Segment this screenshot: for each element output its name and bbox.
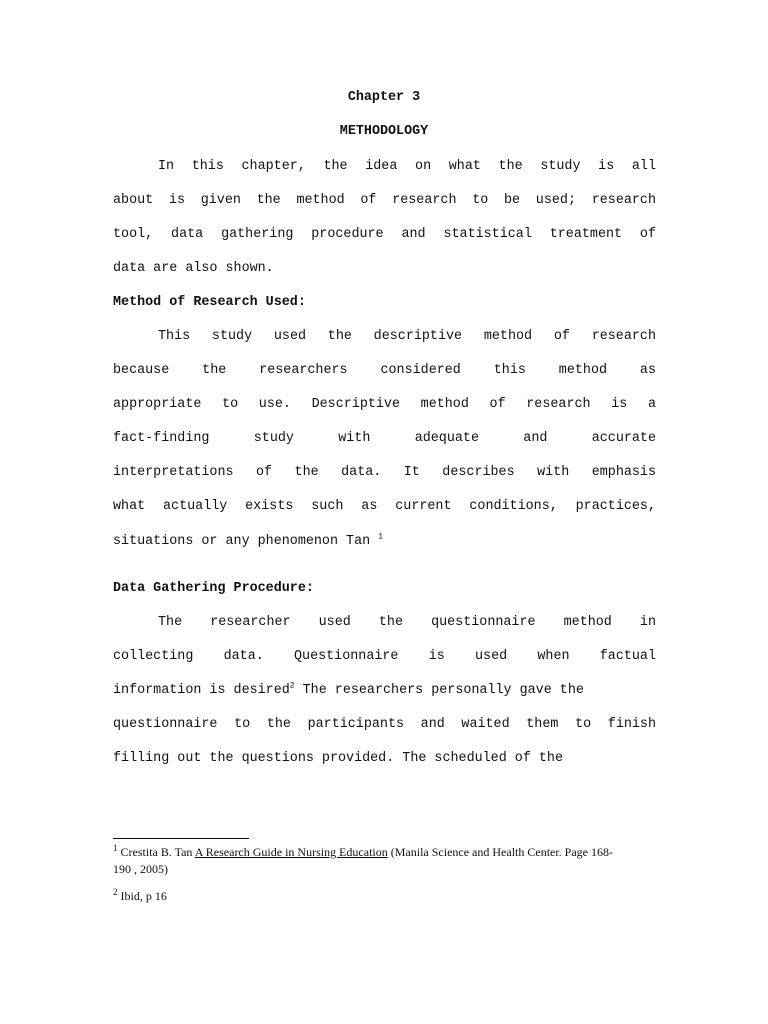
data-line-3 xyxy=(113,682,656,700)
intro-line-1: In this chapter, the idea on what the study is all xyxy=(158,159,656,174)
method-line-1: This study used the descriptive method of research xyxy=(158,329,656,344)
footnote-1-marker: 1 xyxy=(113,843,118,853)
footnote-1 xyxy=(113,844,658,878)
footnote-2-marker: 2 xyxy=(113,887,118,897)
footnote-1-author: Crestita B. Tan xyxy=(120,845,195,859)
footnote-ref-2[interactable]: 2 xyxy=(289,681,295,691)
footnote-separator xyxy=(113,838,249,839)
data-line-3-end: The researchers personally gave the xyxy=(294,683,584,698)
method-line-7 xyxy=(113,533,656,551)
footnote-ref-1[interactable]: 1 xyxy=(378,532,384,542)
method-line-6: what actually exists such as current conditions, practices, xyxy=(113,499,656,514)
footnote-2 xyxy=(113,888,658,905)
data-line-5: filling out the questions provided. The scheduled of the xyxy=(113,751,563,766)
footnote-1-book-title: A Research Guide in Nursing Education xyxy=(194,845,388,859)
chapter-number: Chapter 3 xyxy=(347,90,421,105)
intro-line-3: tool, data gathering procedure and statistical treatment of xyxy=(113,227,656,242)
method-line-5: interpretations of the data. It describes with emphasis xyxy=(113,465,656,480)
chapter-title: METHODOLOGY xyxy=(339,124,429,139)
method-line-4: fact-finding study with adequate and accurate xyxy=(113,431,656,446)
method-line-2: because the researchers considered this method as xyxy=(113,363,656,378)
method-heading: Method of Research Used: xyxy=(113,295,306,310)
intro-line-4: data are also shown. xyxy=(113,261,274,276)
data-line-1: The researcher used the questionnaire method in xyxy=(158,615,656,630)
footnote-1-details: (Manila Science and Health Center. Page 168- xyxy=(387,845,614,859)
data-line-2: collecting data. Questionnaire is used when factual xyxy=(113,649,656,664)
footnote-1-details-cont: 190 , 2005) xyxy=(113,862,168,876)
method-line-3: appropriate to use. Descriptive method of research is a xyxy=(113,397,656,412)
intro-line-2: about is given the method of research to be used; research xyxy=(113,193,656,208)
data-heading: Data Gathering Procedure: xyxy=(113,581,314,596)
data-line-3-start: information is desired xyxy=(113,683,290,698)
footnote-2-text: Ibid, p 16 xyxy=(120,889,167,903)
method-line-7-text: situations or any phenomenon Tan xyxy=(113,534,371,549)
data-line-4: questionnaire to the participants and waited them to finish xyxy=(113,717,656,732)
